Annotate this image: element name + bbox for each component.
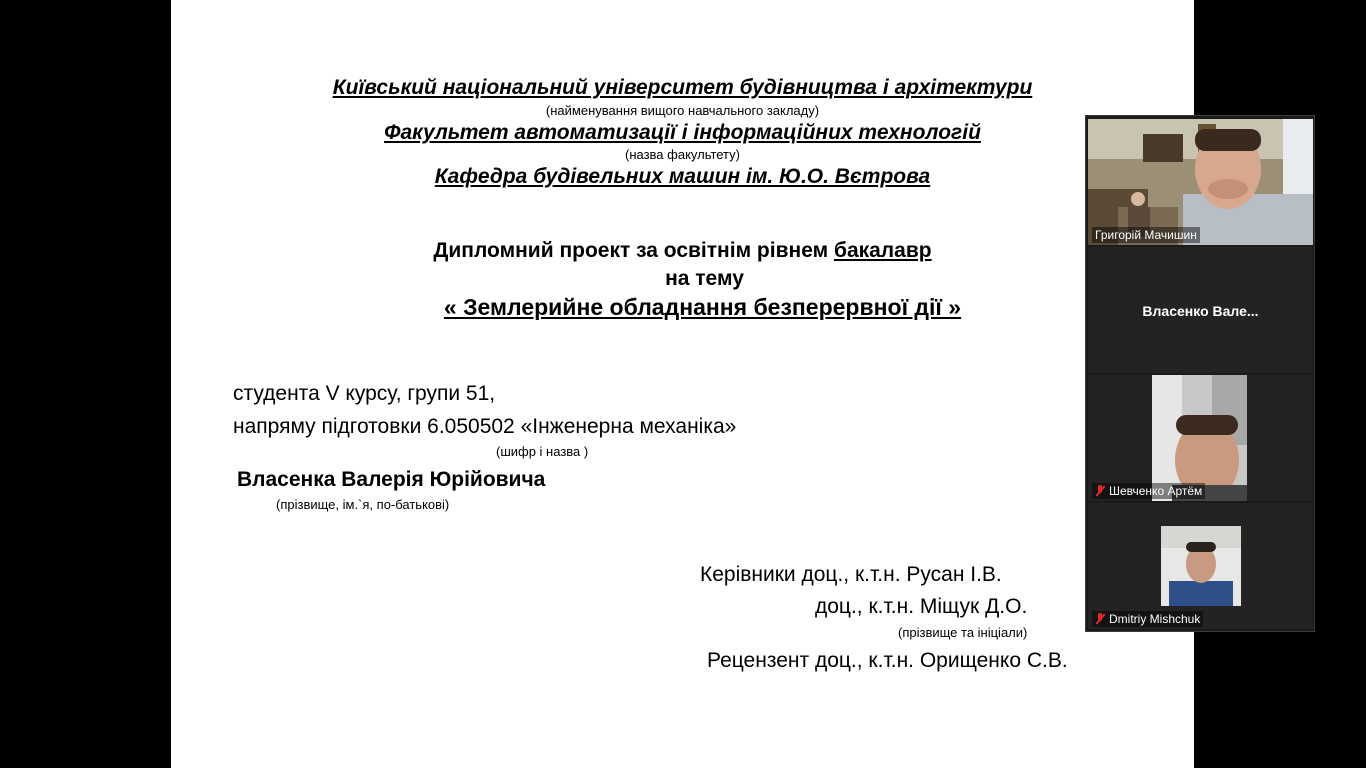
university-title: Київський національний університет будівництва і архітектури <box>332 76 1033 99</box>
project-level: бакалавр <box>833 239 932 262</box>
participant-name: Dmitriy Mishchuk <box>1092 611 1203 627</box>
participant-name: Шевченко Артём <box>1092 483 1205 499</box>
mic-muted-icon <box>1095 613 1105 625</box>
participant-name: Власенко Вале... <box>1142 303 1259 319</box>
faculty-caption: (назва факультету) <box>624 147 740 162</box>
mic-muted-icon <box>1095 485 1105 497</box>
participant-video <box>1161 526 1241 606</box>
supervisors-line-2: доц., к.т.н. Міщук Д.О. <box>815 595 1028 618</box>
participants-panel[interactable] <box>1085 115 1315 632</box>
supervisors-caption: (прізвище та ініціали) <box>898 625 1028 640</box>
shared-slide <box>171 0 1194 768</box>
on-topic-label: на тему <box>665 267 744 290</box>
university-caption: (найменування вищого навчального закладу) <box>545 103 820 118</box>
student-name: Власенка Валерія Юрійовича <box>237 468 546 491</box>
student-line: студента V курсу, групи 51, <box>233 382 496 405</box>
faculty-title: Факультет автоматизації і інформаційних технологій <box>384 121 981 144</box>
participant-tile[interactable] <box>1088 247 1313 373</box>
direction-caption: (шифр і назва ) <box>496 444 589 459</box>
participant-tile[interactable] <box>1088 119 1313 245</box>
participant-name: Григорій Мачишин <box>1092 227 1200 243</box>
project-line-prefix: Дипломний проект за освітнім рівнем <box>433 239 834 262</box>
department-title: Кафедра будівельних машин ім. Ю.О. Вєтрова <box>434 165 931 188</box>
project-level-line <box>171 239 1194 263</box>
participant-tile[interactable] <box>1088 375 1313 501</box>
supervisors-line-1: Керівники доц., к.т.н. Русан І.В. <box>700 563 1002 586</box>
reviewer-line: Рецензент доц., к.т.н. Орищенко С.В. <box>707 649 1068 672</box>
student-name-caption: (прізвище, ім.`я, по-батькові) <box>276 497 450 512</box>
project-topic: « Землерийне обладнання безперервної дії » <box>443 294 962 320</box>
direction-line: напряму підготовки 6.050502 «Інженерна механіка» <box>233 415 737 438</box>
participant-tile[interactable] <box>1088 503 1313 629</box>
